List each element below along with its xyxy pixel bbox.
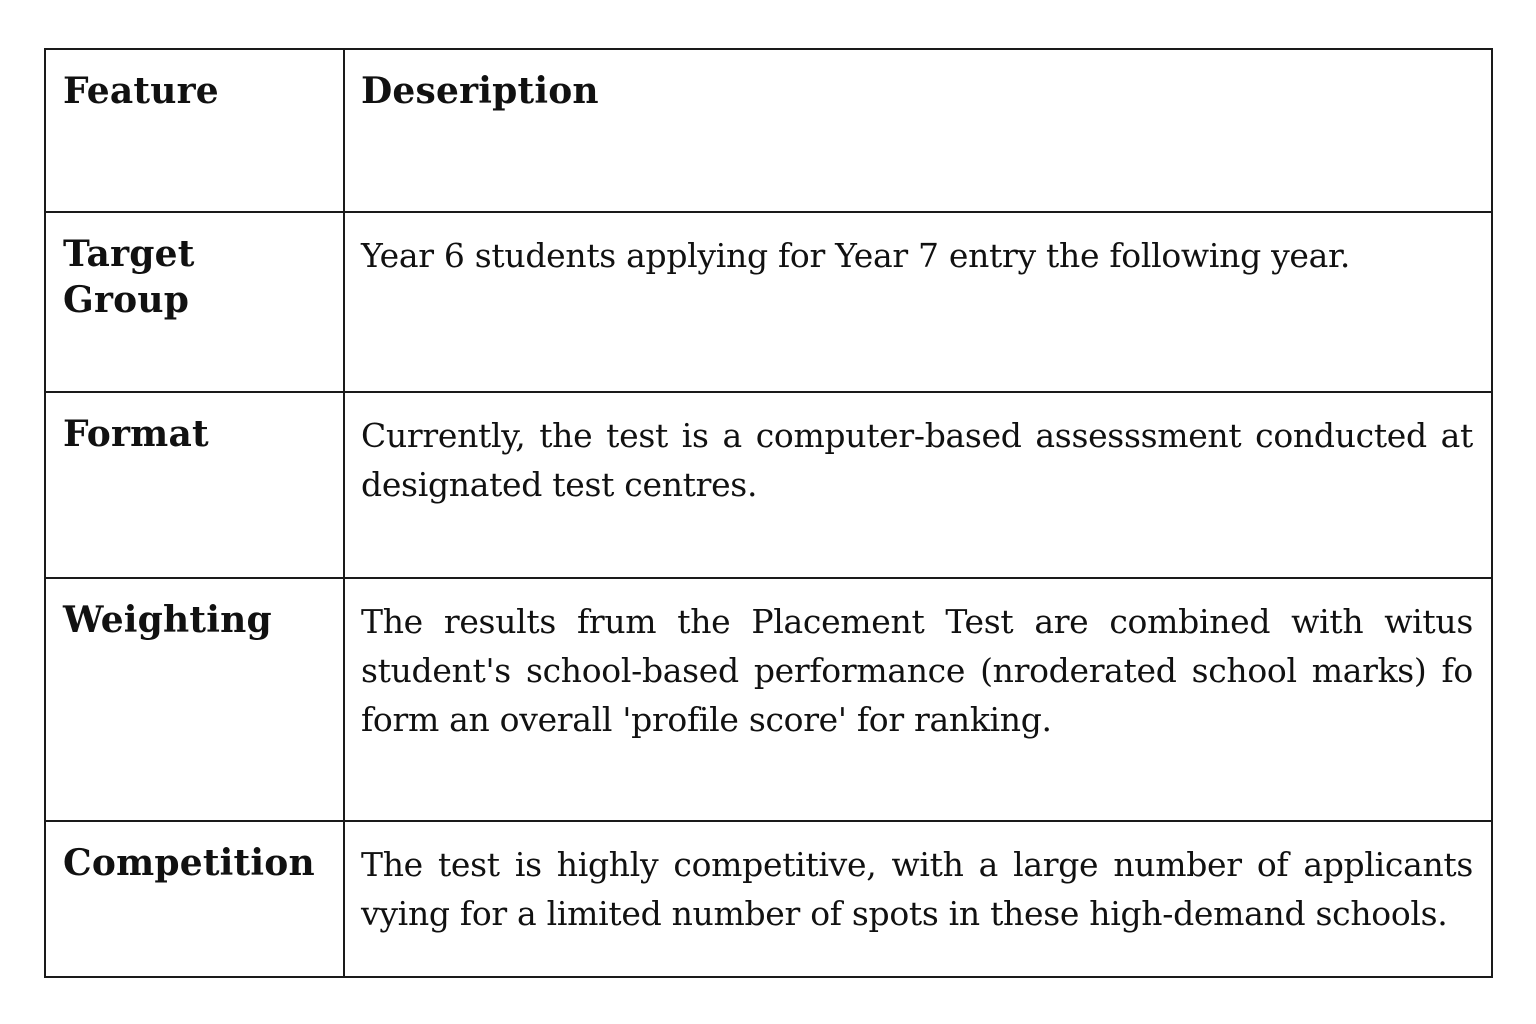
- row-feature-format: Format: [45, 392, 344, 578]
- row-feature-weighting: Weighting: [45, 578, 344, 821]
- feature-description-table: [44, 48, 1493, 978]
- table-row: [45, 821, 1492, 977]
- row-description-competition: The test is highly competitive, with a large number of applicants vying for a limited number of spots in these high-demand schools.: [344, 821, 1492, 977]
- header-feature: Feature: [45, 49, 344, 212]
- row-feature-target-group: Target Group: [45, 212, 344, 392]
- row-feature-competition: Competition: [45, 821, 344, 977]
- table-row: [45, 578, 1492, 821]
- row-description-format: Currently, the test is a computer-based assesssment conducted at designated test centres.: [344, 392, 1492, 578]
- row-description-target-group: Year 6 students applying for Year 7 entry the following year.: [344, 212, 1492, 392]
- table-row: [45, 212, 1492, 392]
- table-header-row: [45, 49, 1492, 212]
- header-description: Deseription: [344, 49, 1492, 212]
- table-row: [45, 392, 1492, 578]
- row-description-weighting: The results frum the Placement Test are combined with witus student's school-based performance (nroderated school marks) fo form an overall 'profile score' for ranking.: [344, 578, 1492, 821]
